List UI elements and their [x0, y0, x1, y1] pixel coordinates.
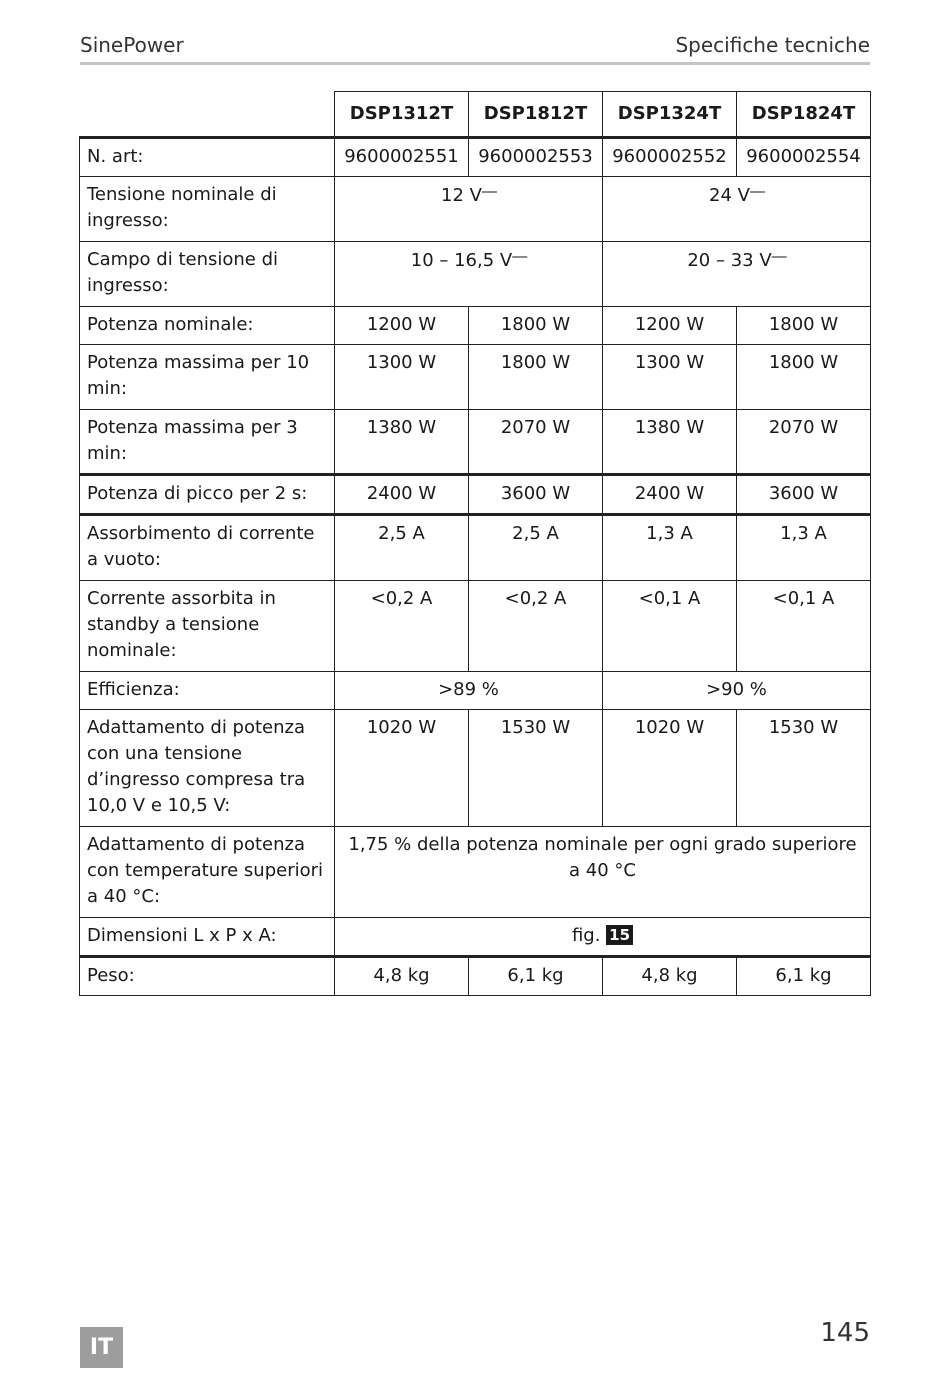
table-cell: 2070 W: [737, 410, 871, 475]
table-cell: 1020 W: [335, 710, 469, 827]
table-cell-merged: >90 %: [603, 672, 871, 710]
table-row: [80, 918, 871, 957]
table-row: [80, 710, 871, 827]
table-cell: 3600 W: [737, 475, 871, 515]
table-cell: 1300 W: [335, 345, 469, 410]
table-cell: 1,3 A: [737, 515, 871, 581]
table-cell: 2400 W: [603, 475, 737, 515]
table-row: [80, 410, 871, 475]
page-number: 145: [820, 1318, 870, 1348]
table-cell-merged: [603, 242, 871, 307]
table-row: [80, 177, 871, 242]
row-label: Tensione nominale di ingresso:: [80, 177, 335, 242]
table-cell: 1530 W: [737, 710, 871, 827]
table-cell-merged: [335, 918, 871, 957]
dc-symbol-icon: ⎻: [512, 251, 527, 269]
row-label: Peso:: [80, 957, 335, 996]
table-row: [80, 242, 871, 307]
table-cell: 2,5 A: [335, 515, 469, 581]
table-cell: 6,1 kg: [469, 957, 603, 996]
table-row: [80, 345, 871, 410]
table-cell: 3600 W: [469, 475, 603, 515]
table-cell-text: 12 V: [441, 185, 482, 206]
column-header: DSP1312T: [335, 92, 469, 138]
table-cell: 1800 W: [469, 307, 603, 345]
header-corner-cell: [80, 92, 335, 138]
table-cell: 1200 W: [603, 307, 737, 345]
table-cell: 9600002554: [737, 138, 871, 177]
row-label: Potenza massima per 3 min:: [80, 410, 335, 475]
table-cell: 2070 W: [469, 410, 603, 475]
table-row: [80, 827, 871, 918]
table-cell-merged: 1,75 % della potenza nominale per ogni grado superiore a 40 °C: [335, 827, 871, 918]
row-label: Corrente assorbita in standby a tensione nominale:: [80, 581, 335, 672]
page-header: [80, 30, 870, 65]
table-cell: 1,3 A: [603, 515, 737, 581]
table-cell-text: 20 – 33 V: [687, 250, 772, 271]
table-cell-text: 10 – 16,5 V: [410, 250, 513, 271]
dc-symbol-icon: ⎻: [771, 251, 786, 269]
table-cell: <0,1 A: [603, 581, 737, 672]
table-row: [80, 672, 871, 710]
table-cell: 4,8 kg: [603, 957, 737, 996]
table-cell: 1020 W: [603, 710, 737, 827]
table-cell: 1380 W: [603, 410, 737, 475]
figure-reference-text: fig.: [571, 925, 601, 946]
table-cell: 1800 W: [737, 307, 871, 345]
language-badge: IT: [80, 1327, 123, 1368]
table-row: [80, 515, 871, 581]
table-cell: <0,1 A: [737, 581, 871, 672]
table-cell: 1800 W: [469, 345, 603, 410]
row-label: N. art:: [80, 138, 335, 177]
row-label: Campo di tensione di ingresso:: [80, 242, 335, 307]
table-cell-merged: [335, 242, 603, 307]
table-cell: 4,8 kg: [335, 957, 469, 996]
table-row: [80, 475, 871, 515]
table-cell: 9600002553: [469, 138, 603, 177]
row-label: Adattamento di potenza con temperature superiori a 40 °C:: [80, 827, 335, 918]
table-cell: 2,5 A: [469, 515, 603, 581]
row-label: Assorbimento di corrente a vuoto:: [80, 515, 335, 581]
table-cell: 1200 W: [335, 307, 469, 345]
table-cell: 6,1 kg: [737, 957, 871, 996]
table-row: [80, 138, 871, 177]
row-label: Potenza massima per 10 min:: [80, 345, 335, 410]
table-cell: <0,2 A: [335, 581, 469, 672]
spec-table: [79, 91, 871, 996]
table-cell: 9600002552: [603, 138, 737, 177]
table-cell: <0,2 A: [469, 581, 603, 672]
header-product-name: SinePower: [80, 33, 184, 57]
table-cell: 1380 W: [335, 410, 469, 475]
table-cell-merged: [603, 177, 871, 242]
figure-number-badge: 15: [606, 925, 633, 945]
table-cell: 9600002551: [335, 138, 469, 177]
table-header-row: [80, 92, 871, 138]
column-header: DSP1824T: [737, 92, 871, 138]
table-row: [80, 307, 871, 345]
table-cell: 1300 W: [603, 345, 737, 410]
table-cell: 1800 W: [737, 345, 871, 410]
table-row: [80, 581, 871, 672]
column-header: DSP1812T: [469, 92, 603, 138]
dc-symbol-icon: ⎻: [481, 186, 496, 204]
column-header: DSP1324T: [603, 92, 737, 138]
table-cell-text: 24 V: [709, 185, 750, 206]
table-row: [80, 957, 871, 996]
row-label: Potenza di picco per 2 s:: [80, 475, 335, 515]
dc-symbol-icon: ⎻: [749, 186, 764, 204]
table-cell-merged: >89 %: [335, 672, 603, 710]
row-label: Dimensioni L x P x A:: [80, 918, 335, 957]
table-cell-merged: [335, 177, 603, 242]
row-label: Potenza nominale:: [80, 307, 335, 345]
header-section-title: Specifiche tecniche: [675, 33, 870, 57]
row-label: Adattamento di potenza con una tensione d’ingresso compresa tra 10,0 V e 10,5 V:: [80, 710, 335, 827]
table-cell: 1530 W: [469, 710, 603, 827]
table-cell: 2400 W: [335, 475, 469, 515]
row-label: Efficienza:: [80, 672, 335, 710]
